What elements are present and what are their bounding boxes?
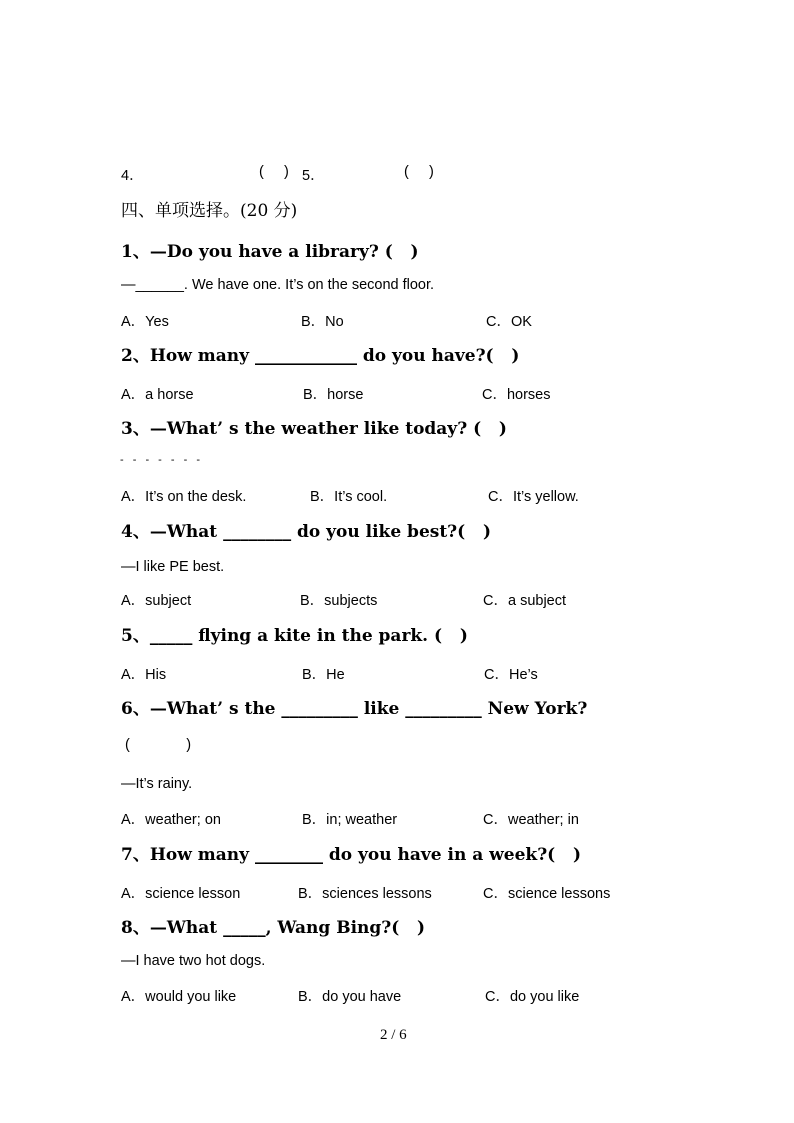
option-c: C．OK (486, 314, 532, 330)
option-c: C．do you like (485, 989, 580, 1005)
option-b: B．in; weather (302, 812, 398, 828)
option-b: B．He (302, 667, 345, 683)
option-b: B．No (301, 314, 344, 330)
option-c: C．science lessons (483, 886, 611, 902)
option-a: A．His (121, 667, 167, 683)
answer-paren: ( ) (404, 164, 434, 180)
option-b: B．horse (303, 387, 364, 403)
option-a: A．weather; on (121, 812, 221, 828)
option-a: A．It’s on the desk. (121, 489, 247, 505)
question-stem: 2、How many ____________ do you have?( ) (121, 346, 520, 366)
option-a: A．Yes (121, 314, 169, 330)
answer-paren: ( ) (259, 164, 289, 180)
page-number: 2 / 6 (380, 1027, 407, 1043)
question-stem: 8、—What _____, Wang Bing?( ) (121, 918, 426, 938)
question-stem: 7、How many ________ do you have in a week?( ) (121, 845, 582, 865)
option-c: C．weather; in (483, 812, 579, 828)
question-stem: 3、—What’ s the weather like today? ( ) (121, 419, 507, 439)
option-c: C．horses (482, 387, 551, 403)
option-c: C．It’s yellow. (488, 489, 579, 505)
question-stem: 4、—What ________ do you like best?( ) (121, 522, 491, 542)
option-a: A．would you like (121, 989, 237, 1005)
option-a: A．subject (121, 593, 192, 609)
question-stem: 6、—What’ s the _________ like _________ New York? (121, 699, 588, 719)
option-b: B．sciences lessons (298, 886, 432, 902)
question-stem: 1、—Do you have a library? ( ) (121, 242, 419, 262)
option-b: B．do you have (298, 989, 402, 1005)
item-5-number: 5． (302, 168, 325, 184)
question-dialogue: —It’s rainy. (121, 776, 193, 792)
option-c: C．a subject (483, 593, 567, 609)
dialogue-placeholder: - - - - - - - (120, 454, 203, 466)
question-dialogue: —I like PE best. (121, 559, 225, 575)
section-title: 四、单项选择。(20 分) (121, 201, 298, 221)
option-a: A．a horse (121, 387, 194, 403)
question-dialogue: —I have two hot dogs. (121, 953, 266, 969)
question-dialogue: —______. We have one. It’s on the second floor. (121, 277, 435, 293)
item-4-number: 4． (121, 168, 144, 184)
question-stem: 5、_____ flying a kite in the park. ( ) (121, 626, 468, 646)
option-b: B．It’s cool. (310, 489, 388, 505)
answer-paren: ( ) (125, 737, 192, 753)
option-b: B．subjects (300, 593, 378, 609)
option-c: C．He’s (484, 667, 538, 683)
option-a: A．science lesson (121, 886, 241, 902)
